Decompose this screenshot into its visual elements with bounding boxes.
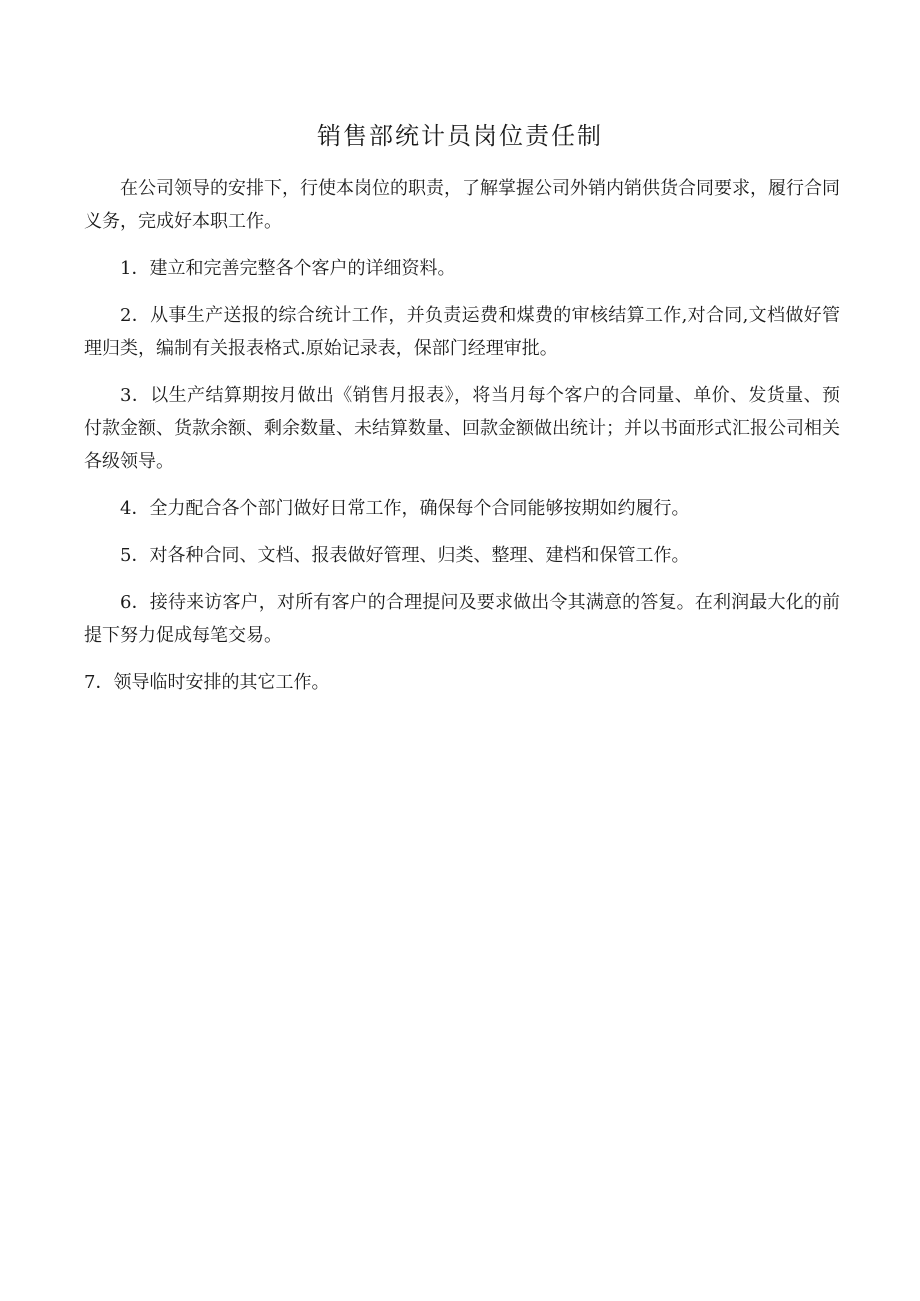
duty-item-3: 3．以生产结算期按月做出《销售月报表》，将当月每个客户的合同量、单价、发货量、预付款金额、货款余额、剩余数量、未结算数量、回款金额做出统计；并以书面形式汇报公司相关各级领导。 — [84, 385, 840, 472]
duty-item-7: 7．领导临时安排的其它工作。 — [84, 672, 330, 693]
duty-item-1: 1．建立和完善完整各个客户的详细资料。 — [120, 258, 456, 279]
document-body — [84, 172, 840, 713]
duty-item-2: 2．从事生产送报的综合统计工作，并负责运费和煤费的审核结算工作,对合同,文档做好管理归类，编制有关报表格式.原始记录表，保部门经理审批。 — [84, 305, 840, 359]
document-title: 销售部统计员岗位责任制 — [317, 122, 603, 150]
intro-paragraph: 在公司领导的安排下，行使本岗位的职责，了解掌握公司外销内销供货合同要求，履行合同义务，完成好本职工作。 — [84, 178, 840, 232]
duty-item-5: 5．对各种合同、文档、报表做好管理、归类、整理、建档和保管工作。 — [120, 545, 690, 566]
duty-item-4: 4．全力配合各个部门做好日常工作，确保每个合同能够按期如约履行。 — [120, 498, 690, 519]
duty-item-6: 6．接待来访客户，对所有客户的合理提问及要求做出令其满意的答复。在利润最大化的前提下努力促成每笔交易。 — [84, 592, 840, 646]
